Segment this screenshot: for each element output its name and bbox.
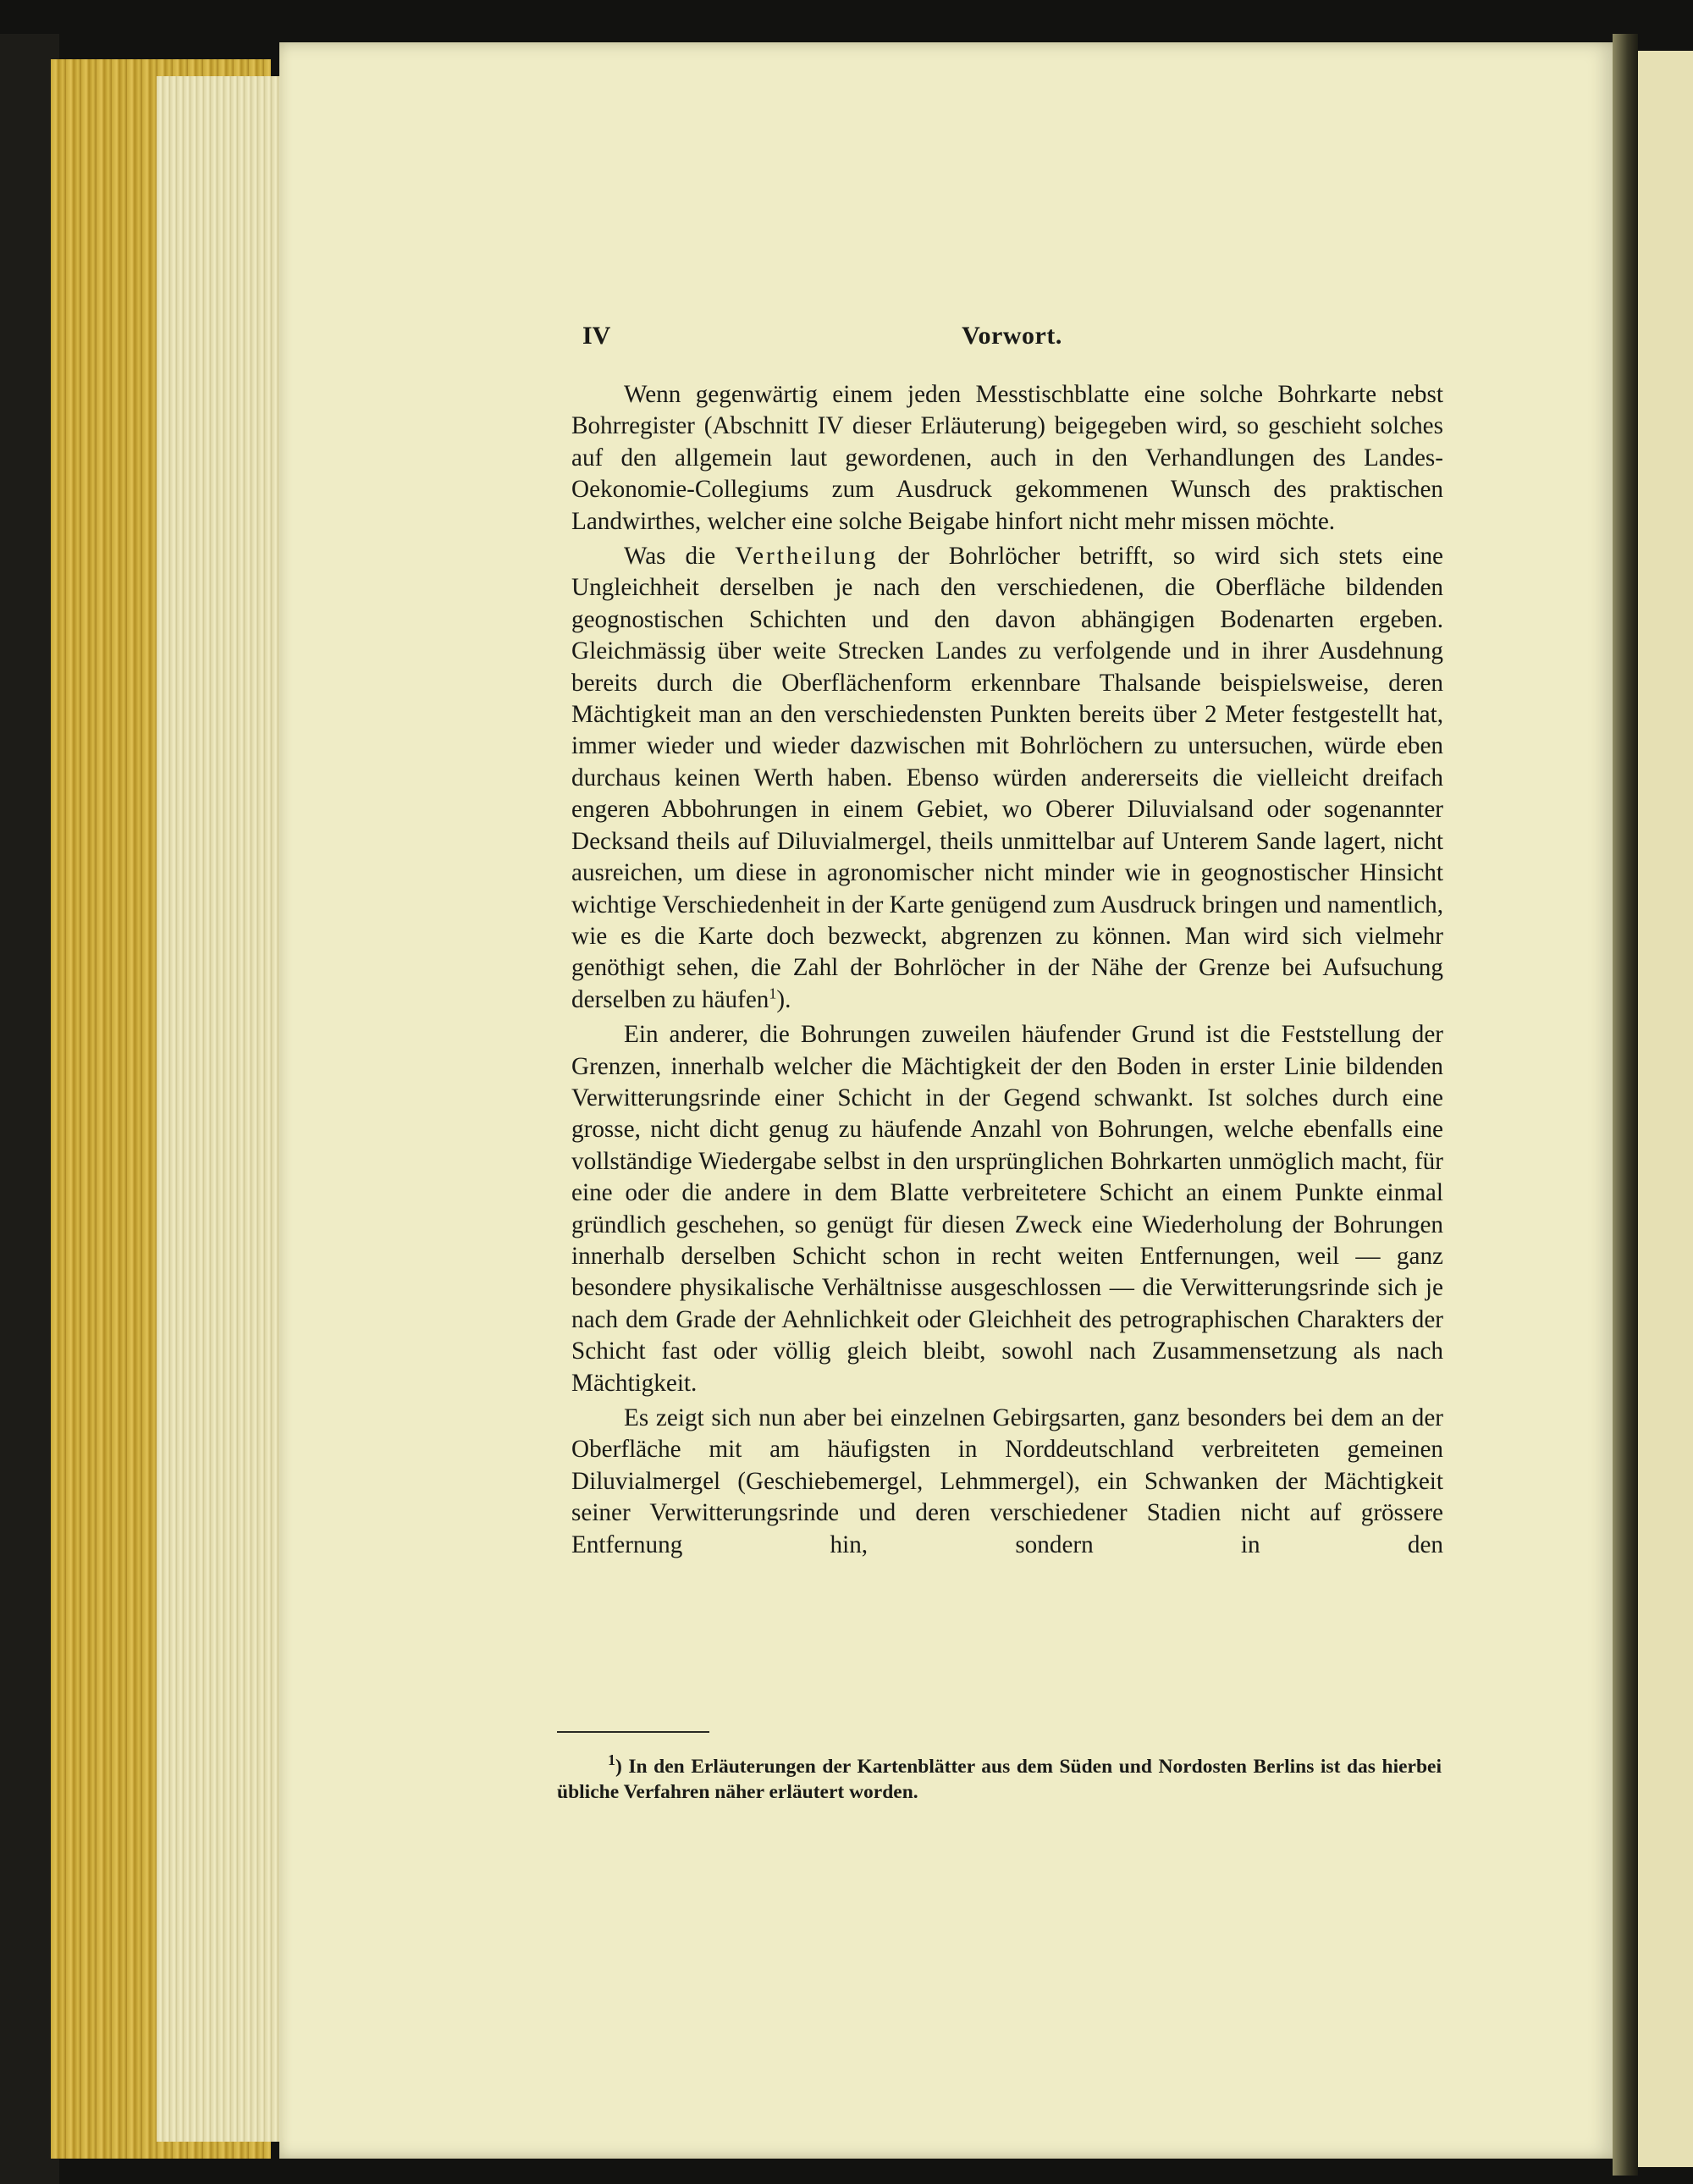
page-body xyxy=(571,379,1443,1564)
spaced-term: Vertheilung xyxy=(735,543,879,571)
paragraph-text: Es zeigt sich nun aber bei einzelnen Gebirgsarten, ganz besonders bei dem an der Oberfläche mit am häufigsten in Norddeutschland verbreiteten gemeinen Diluvialmergel (Geschiebemergel, Lehmmergel), ein Schwanken der Mächtigkeit seiner Verwitterungsrinde und deren verschiedener Stadien nicht auf grössere Entfernung hin, sondern in den xyxy=(571,1404,1443,1558)
book-gutter xyxy=(1613,34,1638,2176)
paragraph-2 xyxy=(571,541,1443,1016)
footnote-reference: 1 xyxy=(769,984,777,1001)
paragraph-lead: Was die xyxy=(624,543,736,571)
paragraph-tail: ). xyxy=(776,985,791,1013)
page-edges-inner xyxy=(157,76,292,2142)
footnote xyxy=(557,1751,1442,1805)
footnote-marker: 1 xyxy=(608,1751,615,1769)
paragraph-3 xyxy=(571,1019,1443,1399)
page-header xyxy=(582,322,1442,364)
page-number: IV xyxy=(582,322,611,350)
paragraph-4 xyxy=(571,1403,1443,1561)
footnote-rule xyxy=(557,1731,709,1733)
running-title: Vorwort. xyxy=(962,322,1062,350)
paragraph-text: Wenn gegenwärtig einem jeden Messtischblatte eine solche Bohrkarte nebst Bohrregister (Abschnitt IV dieser Erläuterung) beigegeben wird, so geschieht solches auf den allgemein laut gewordenen, auch in den Verhandlungen des Landes-Oekonomie-Collegiums zum Ausdruck gekommenen Wunsch des praktischen Landwirthes, welcher eine solche Beigabe hinfort nicht mehr missen möchte. xyxy=(571,381,1443,535)
facing-page xyxy=(1638,51,1693,2167)
footnote-text: ) In den Erläuterungen der Kartenblätter aus dem Süden und Nordosten Berlins ist das hierbei übliche Verfahren näher erläutert worden. xyxy=(557,1756,1442,1803)
paragraph-1 xyxy=(571,379,1443,538)
paragraph-text: Ein anderer, die Bohrungen zuweilen häufender Grund ist die Feststellung der Grenzen, innerhalb welcher die Mächtigkeit der den Boden in erster Linie bildenden Verwitterungsrinde einer Schicht in der Gegend schwankt. Ist solches durch eine grosse, nicht dicht genug zu häufende Anzahl von Bohrungen, welche ebenfalls eine vollständige Wiedergabe selbst in den ursprünglichen Bohrkarten unmöglich macht, für eine oder die andere in dem Blatte verbreitetere Schicht an einem Punkte einmal gründlich geschehen, so genügt für diesen Zweck eine Wiederholung der Bohrungen innerhalb derselben Schicht schon in recht weiten Entfernungen, weil — ganz besondere physikalische Verhältnisse ausgeschlossen — die Verwitterungsrinde sich je nach dem Grade der Aehnlichkeit oder Gleichheit des petrographischen Charakters der Schicht fast oder völlig gleich bleibt, sowohl nach Zusammensetzung als nach Mächtigkeit. xyxy=(571,1021,1443,1397)
paragraph-text: der Bohrlöcher betrifft, so wird sich stets eine Ungleichheit derselben je nach den verschiedenen, die Oberfläche bildenden geognostischen Schichten und den davon abhängigen Bodenarten ergeben. Gleichmässig über weite Strecken Landes zu verfolgende und in ihrer Ausdehnung bereits durch die Oberflächenform erkennbare Thalsande beispielsweise, deren Mächtigkeit man an den verschiedensten Punkten bereits über 2 Meter festgestellt hat, immer wieder und wieder dazwischen mit Bohrlöchern zu untersuchen, würde eben durchaus keinen Werth haben. Ebenso würden andererseits die vielleicht dreifach engeren Abbohrungen in einem Gebiet, wo Oberer Diluvialsand oder sogenannter Decksand theils auf Diluvialmergel, theils unmittelbar auf Unterem Sande lagert, nicht ausreichen, um diese in agronomischer nicht minder wie in geognostischer Hinsicht wichtige Verschiedenheit in der Karte genügend zum Ausdruck bringen und namentlich, wie es die Karte doch bezweckt, abgrenzen zu können. Man wird sich vielmehr genöthigt sehen, die Zahl der Bohrlöcher in der Nähe der Grenze bei Aufsuchung derselben zu häufen xyxy=(571,543,1443,1013)
